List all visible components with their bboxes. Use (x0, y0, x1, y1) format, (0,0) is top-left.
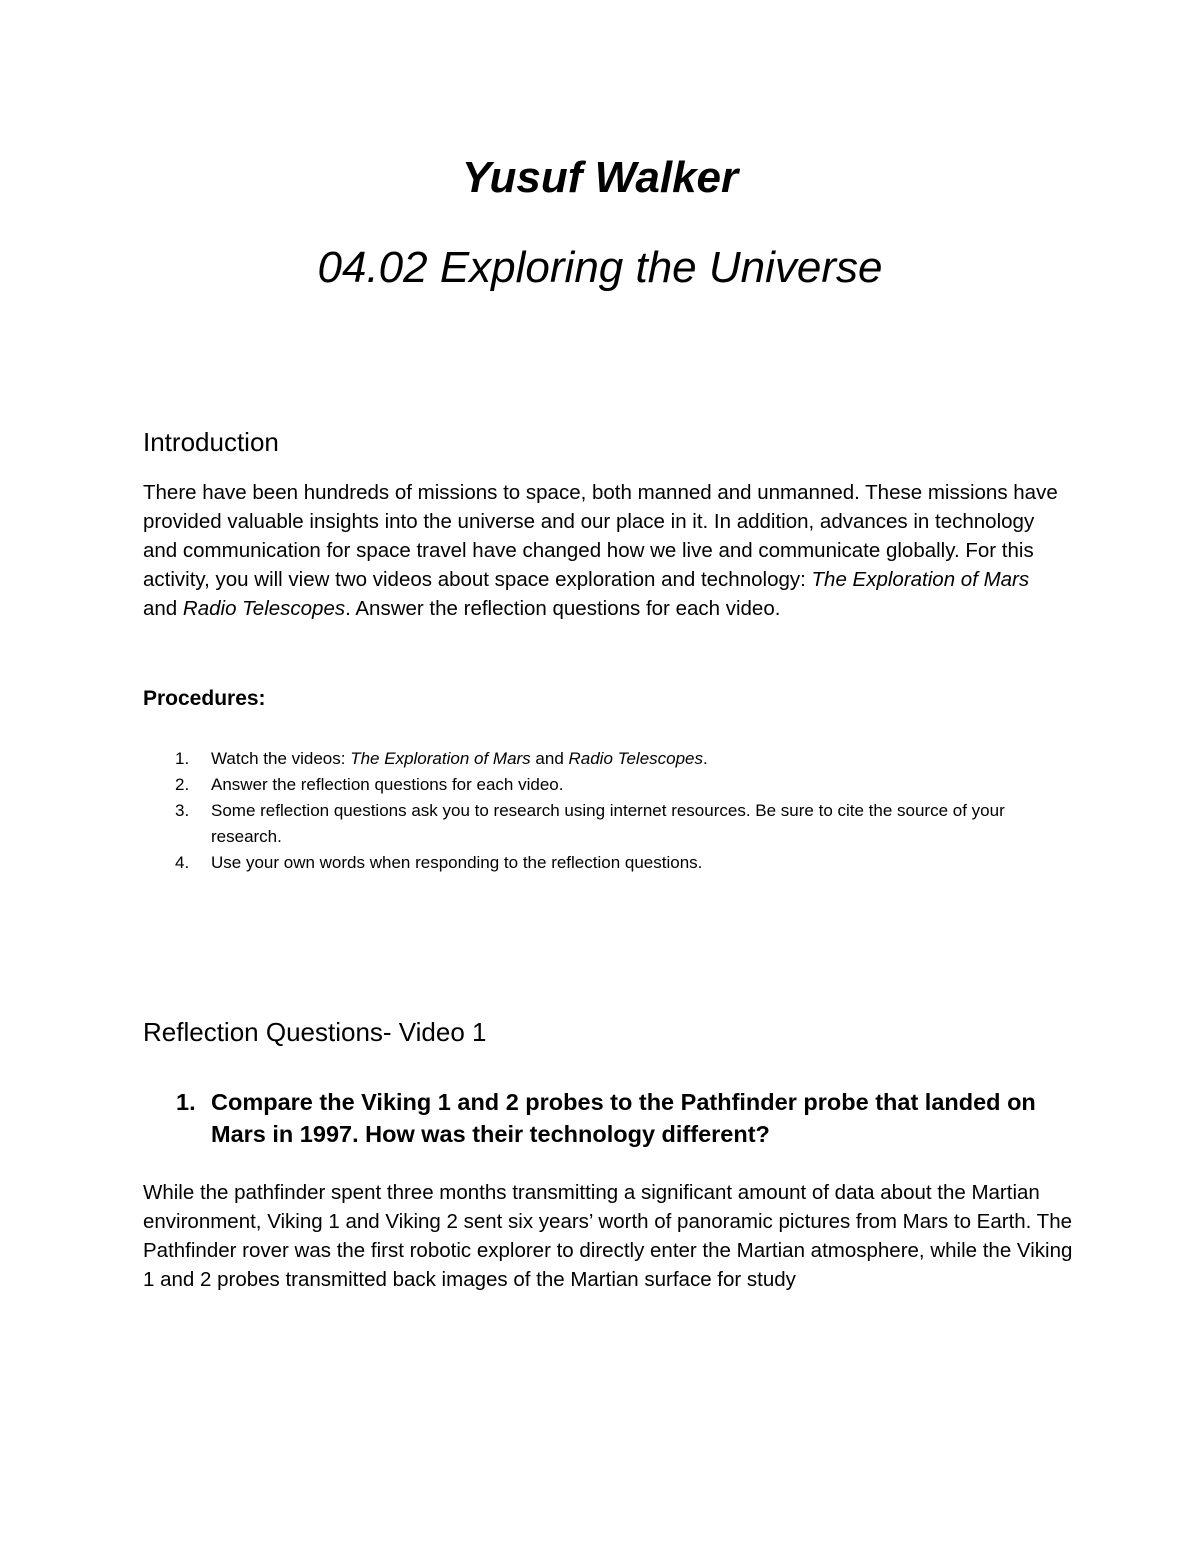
procedures-heading: Procedures: (143, 687, 266, 710)
procedure-item-3 (143, 798, 1043, 850)
introduction-heading: Introduction (143, 427, 279, 457)
question-number: 1. (176, 1089, 196, 1115)
intro-video1-title: The Exploration of Mars (811, 568, 1030, 591)
procedure-text: Watch the videos: (211, 749, 351, 768)
intro-text-part2: . Answer the reflection questions for each video. (345, 597, 781, 620)
procedure-number: 4. (175, 853, 190, 872)
procedure-number: 1. (175, 749, 190, 768)
procedure-text: Some reflection questions ask you to research using internet resources. Be sure to cite the source of your research. (211, 801, 1005, 846)
reflection-question-1 (143, 1086, 1073, 1150)
intro-video2-title: Radio Telescopes (182, 597, 346, 620)
reflection-heading: Reflection Questions- Video 1 (143, 1017, 487, 1047)
intro-text-part1: There have been hundreds of missions to space, both manned and unmanned. These missions have provided valuable insights into the universe and our place in it. In addition, advances in technology and communication for space travel have changed how we live and communicate globally. For this activity, you will view two videos about space exploration and technology: (143, 481, 1058, 591)
procedure-text-and: and (530, 749, 569, 768)
procedure-item-4 (143, 850, 1043, 876)
procedure-text: Use your own words when responding to the reflection questions. (211, 853, 703, 872)
procedure-number: 2. (175, 775, 190, 794)
procedure-video2-title: Radio Telescopes (568, 749, 704, 768)
question-text: Compare the Viking 1 and 2 probes to the Pathfinder probe that landed on Mars in 1997. How was their technology different? (211, 1089, 1036, 1147)
author-name: Yusuf Walker (461, 153, 739, 202)
procedure-number: 3. (175, 801, 190, 820)
answer-paragraph: While the pathfinder spent three months transmitting a significant amount of data about the Martian environment, Viking 1 and Viking 2 sent six years’ worth of panoramic pictures from Mars to Earth. The Pathfinder rover was the first robotic explorer to directly enter the Martian atmosphere, while the Viking 1 and 2 probes transmitted back images of the Martian surface for study (143, 1181, 1073, 1291)
procedure-video1-title: The Exploration of Mars (350, 749, 531, 768)
intro-text-and: and (143, 597, 183, 620)
procedure-item-2 (143, 772, 1043, 798)
procedure-text: Answer the reflection questions for each video. (211, 775, 564, 794)
procedure-text-suffix: . (703, 749, 708, 768)
document-title: 04.02 Exploring the Universe (317, 243, 883, 292)
introduction-paragraph (143, 478, 1063, 623)
procedures-list (143, 746, 1043, 876)
procedure-item-1 (143, 746, 1043, 772)
